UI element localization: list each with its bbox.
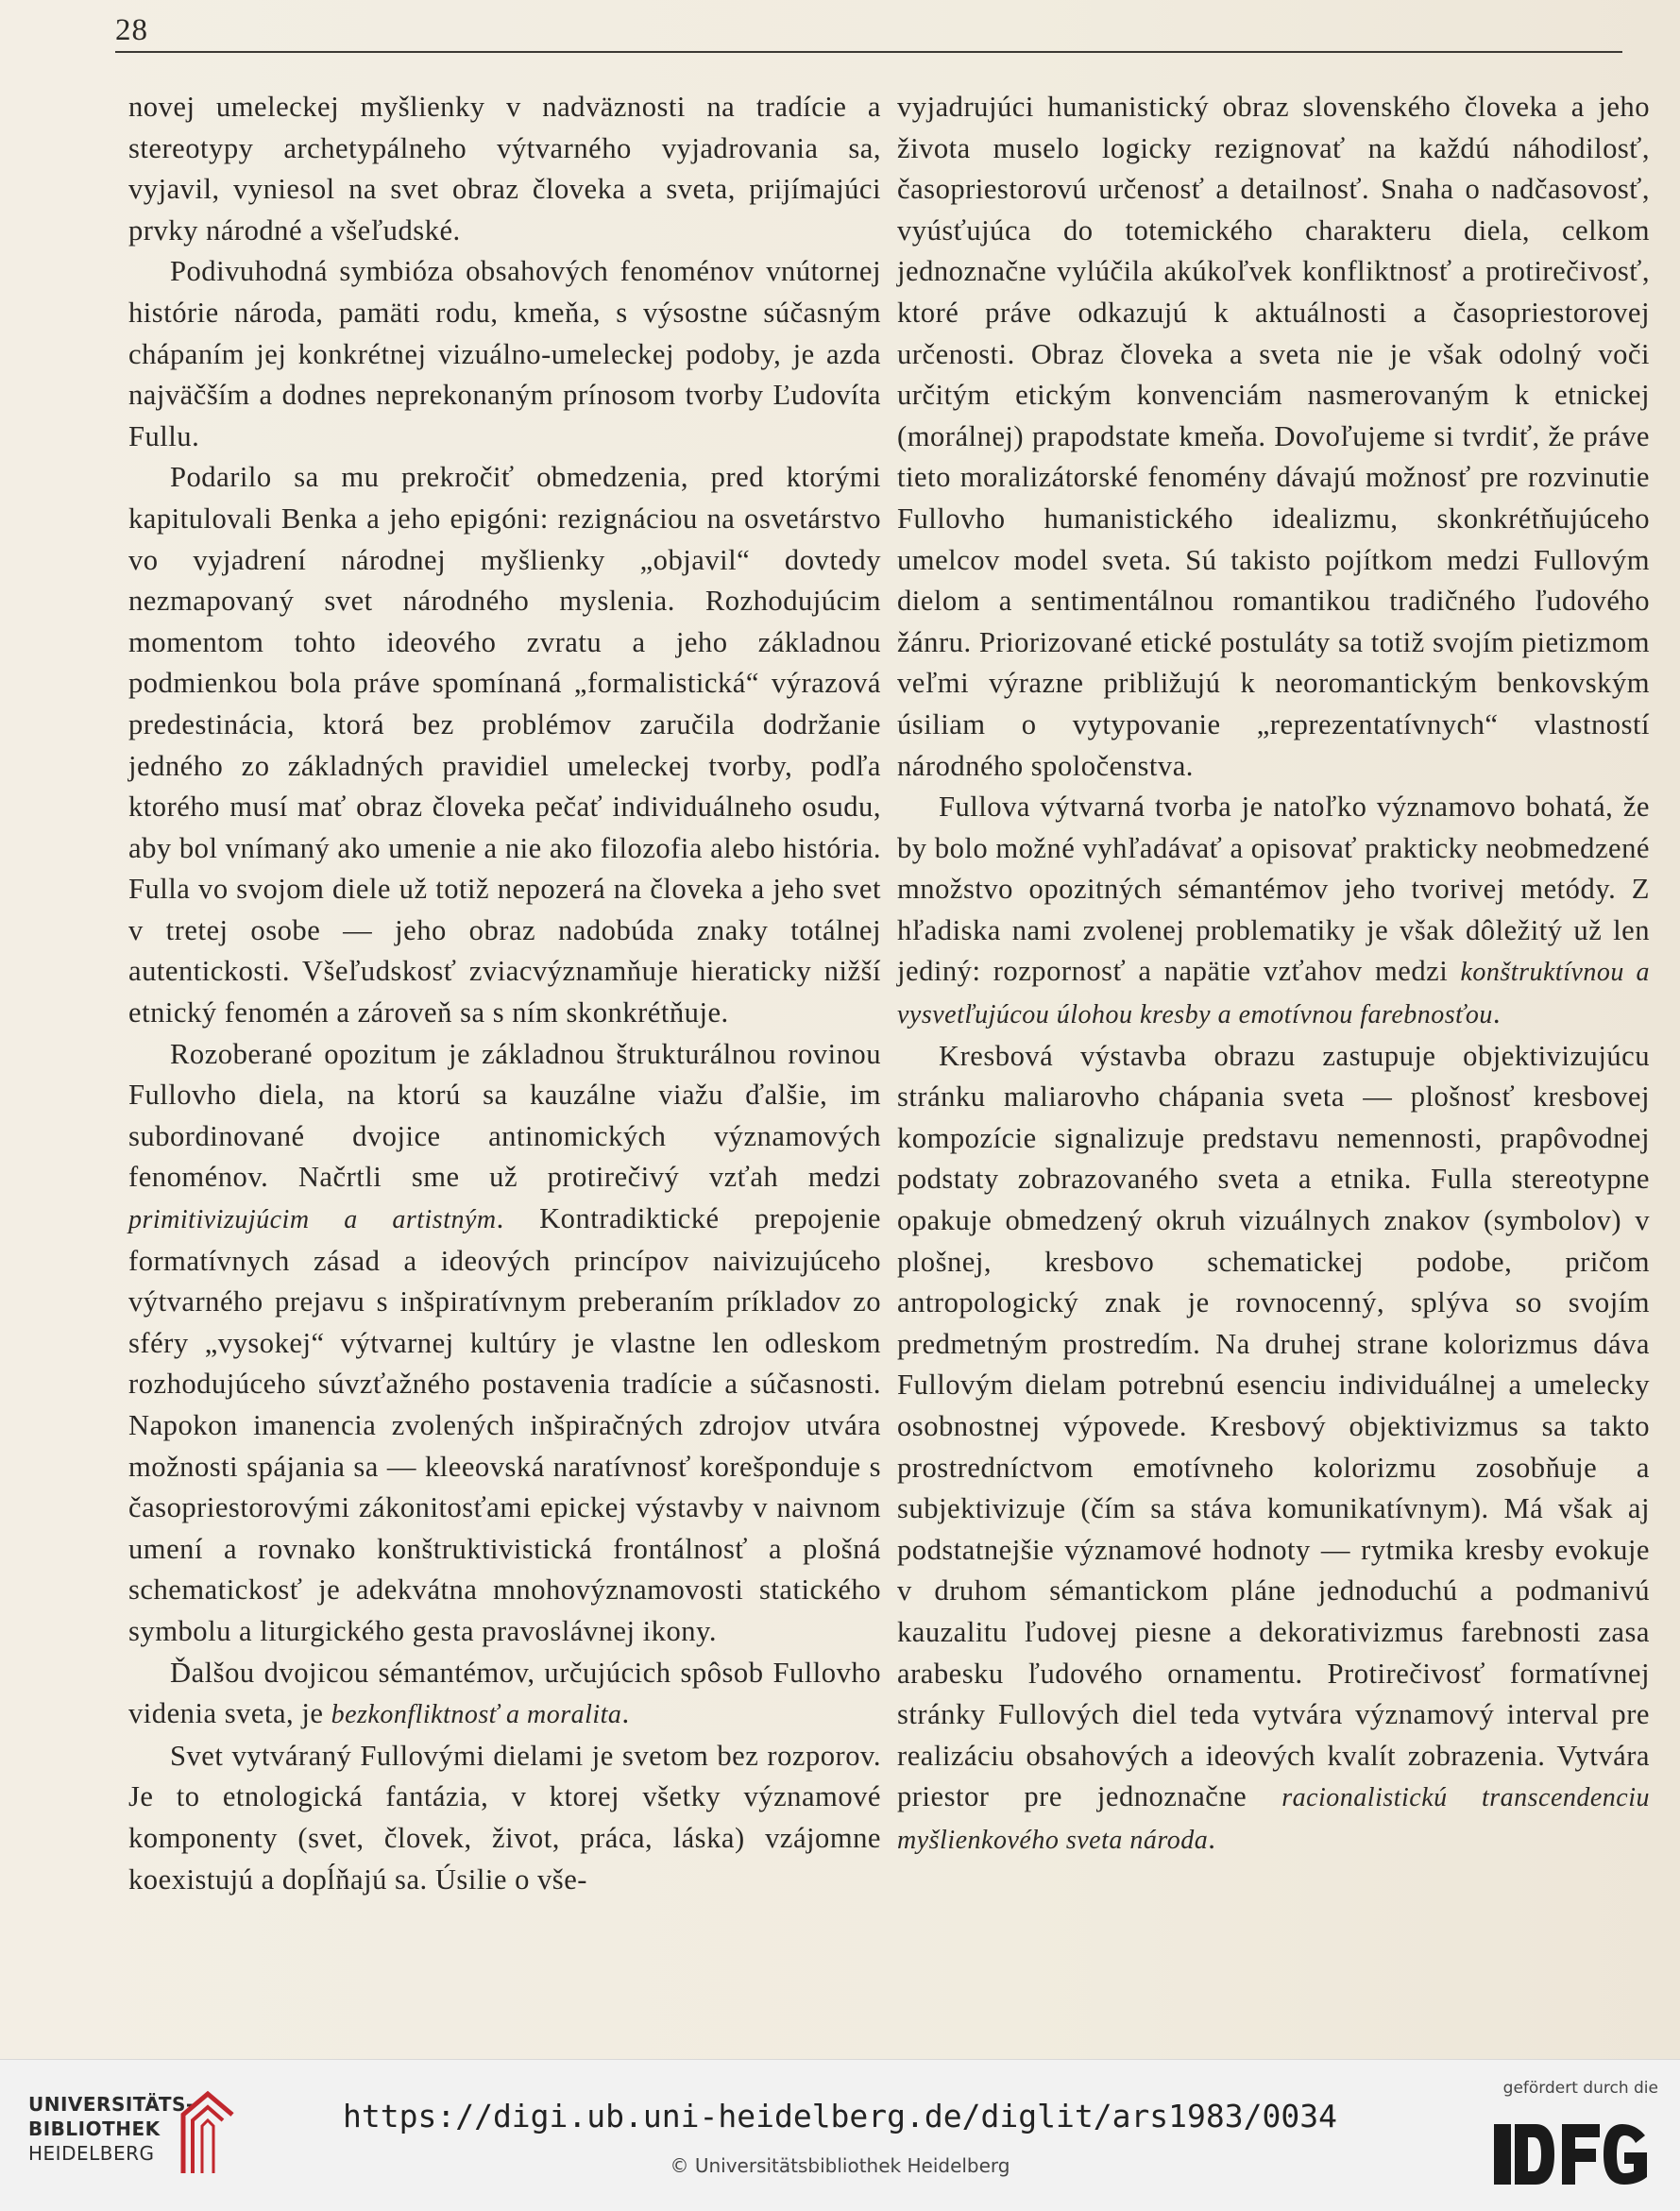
paragraph: Podarilo sa mu prekročiť obmedzenia, pred ktorými kapitulovali Benka a jeho epigóni: rezignáciou na osvetárstvo vo vyjadrení národnej myšlienky „objavil“ dovtedy nezmapovaný svet národného myslenia. Rozhodujúcim momentom tohto ideového zvratu a jeho základnou podmienkou bola práve spomínaná „formalistická“ výrazová predestinácia, ktorá bez problémov zaručila dodržanie jedného zo základných pravidiel umeleckej tvorby, podľa ktorého musí mať obraz človeka pečať individuálneho osudu, aby bol vnímaný ako umenie a nie ako filozofia alebo história. Fulla vo svojom diele už totiž nepozerá na človeka a jeho svet v tretej osobe — jeho obraz nadobúda znaky totálnej autentickosti. Všeľudskosť zviacvýznamňuje hieraticky nižší etnický fenomén a zároveň sa s ním skonkrétňuje. [128,461,881,1029]
text-run: Kresbová výstavba obrazu zastupuje objektivizujúcu stránku maliarovho chápania sveta — plošnosť kresbovej kompozície signalizuje predstavu nemennosti, prapôvodnej podstaty zobrazovaného sveta a etnika. Fulla stereotypne opakuje obmedzený okruh vizuálnych znakov (symbolov) v plošnej, kresbovo schematickej podobe, pričom antropologický znak je rovnocenný, splýva so svojím predmetným prostredím. Na druhej strane kolorizmus dáva Fullovým dielam potrebnú esenciu individuálnej a umelecky osobnostnej výpovede. Kresbový objektivizmus sa takto prostredníctvom emotívneho kolorizmu zosobňuje a subjektivizuje (čím sa stáva komunikatívnym). Má však aj podstatnejšie významové hodnoty — rytmika kresby evokuje v druhom sémantickom pláne jednoduchú a podmanivú kauzalitu ľudovej piesne a dekorativizmus farebnosti zasa arabesku ľudového ornamentu. Protirečivosť formatívnej stránky Fullových diel teda vytvára významový interval pre realizáciu obsahových a ideových kvalít zobrazenia. Vytvára priestor pre jednoznačne [897,1039,1650,1813]
italic-term: bezkonfliktnosť a moralita [331,1700,622,1730]
paragraph: Podivuhodná symbióza obsahových fenoménov vnútornej histórie národa, pamäti rodu, kmeňa, s výsostne súčasným chápaním jej konkrétnej vizuálno-umeleckej podoby, je azda najväčším a dodnes neprekonaným prínosom tvorby Ľudovíta Fullu. [128,255,881,452]
text-run: . Kontradiktické prepojenie formatívnych zásad a ideových princípov naivizujúceho výtvarného prejavu s inšpiratívnym preberaním príkladov zo sféry „vysokej“ výtvarnej kultúry je vlastne len odleskom rozhodujúceho súvzťažného postavenia tradície a súčasnosti. Napokon imanencia zvolených inšpiračných zdrojov utvára možnosti spájania sa — kleeovská naratívnosť korešponduje s časopriestorovými zákonitosťami epickej výstavby v naivnom umení a rovnako konštruktivistická frontálnosť a plošná schematickosť je adekvátna mnohovýznamovosti statického symbolu a liturgického gesta pravoslávnej ikony. [128,1202,882,1647]
viewer-footer [0,2059,1680,2211]
paragraph: vyjadrujúci humanistický obraz slovenského človeka a jeho života muselo logicky rezignovať na každú náhodilosť, časopriestorovú určenosť a detailnosť. Snaha o nadčasovosť, vyúsťujúca do totemického charakteru diela, celkom jednoznačne vylúčila akúkoľvek konfliktnosť a protirečivosť, ktoré práve odkazujú k aktuálnosti a časopriestorovej určenosti. Obraz človeka a sveta nie je však odolný voči určitým etickým konvenciám nasmerovaným k etnickej (morálnej) prapodstate kmeňa. Dovoľujeme si tvrdiť, že práve tieto moralizátorské fenomény dávajú možnosť pre rozvinutie Fullovho humanistického idealizmu, skonkrétňujúceho umelcov model sveta. Sú takisto pojítkom medzi Fullovým dielom a sentimentálnou romantikou tradičného ľudového žánru. Priorizované etické postuláty sa totiž svojím pietizmom veľmi výrazne približujú k neoromantickým benkovským úsiliam o vytypovanie „reprezentatívnych“ vlastností národného spoločenstva. [897,91,1650,782]
left-column [128,87,881,1900]
dfg-logo[interactable] [1488,2077,1658,2200]
dfg-wordmark-icon [1494,2117,1655,2192]
text-run: Ďalšou dvojicou sémantémov, určujúcich spôsob Fullovho videnia sveta, je [128,1656,881,1730]
text-run: . [1208,1822,1216,1855]
paragraph [128,1034,881,1653]
text-run: . [621,1697,630,1730]
italic-term: primitivizujúcim a artistným [128,1205,497,1235]
logo-line: BIBLIOTHEK [28,2117,161,2140]
paragraph: Svet vytváraný Fullovými dielami je svetom bez rozporov. Je to etnologická fantázia, v ktorej všetky významové komponenty (svet, človek, život, práca, láska) vzájomne koexistujú a dopĺňajú sa. Úsilie o vše- [128,1739,881,1896]
paragraph: novej umeleckej myšlienky v nadväznosti na tradície a stereotypy archetypálneho výtvarného vyjadrovania sa, vyjavil, vyniesol na svet obraz človeka a sveta, prijímajúci prvky národné a všeľudské. [128,91,881,247]
right-column [897,87,1650,1862]
text-run: . [1492,997,1502,1030]
paragraph [128,1653,881,1736]
copyright-notice: © Universitätsbibliothek Heidelberg [670,2154,1010,2177]
logo-line: UNIVERSITÄTS- [28,2093,195,2116]
paragraph [897,787,1650,1036]
paragraph [897,1036,1650,1862]
text-run: Fullova výtvarná tvorba je natoľko významovo bohatá, že by bolo možné vyhľadávať a opisovať prakticky neobmedzené množstvo opozitných sémantémov jeho tvorivej metódy. Z hľadiska nami zvolenej problematiky je však dôležitý už len jediný: rozpornosť a napätie vzťahov medzi [897,791,1650,988]
dfg-caption: gefördert durch die [1502,2079,1658,2098]
header-rule [115,51,1622,53]
logo-line: HEIDELBERG [28,2142,155,2165]
permalink-url[interactable]: https://digi.ub.uni-heidelberg.de/diglit/ars1983/0034 [343,2098,1337,2134]
italic-term: racionalistickú transcendenciu myšlienkového sveta národa [897,1783,1650,1855]
italic-term: konštruktívnou a vysvetľujúcou úlohou kresby a emotívnou farebnosťou [897,958,1651,1030]
text-run: Rozoberané opozitum je základnou štrukturálnou rovinou Fullovho diela, na ktorú sa kauzálne viažu ďalšie, im subordinované dvojice antinomických významových fenoménov. Načrtli sme už protirečivý vzťah medzi [128,1037,881,1194]
page-number: 28 [115,13,148,47]
